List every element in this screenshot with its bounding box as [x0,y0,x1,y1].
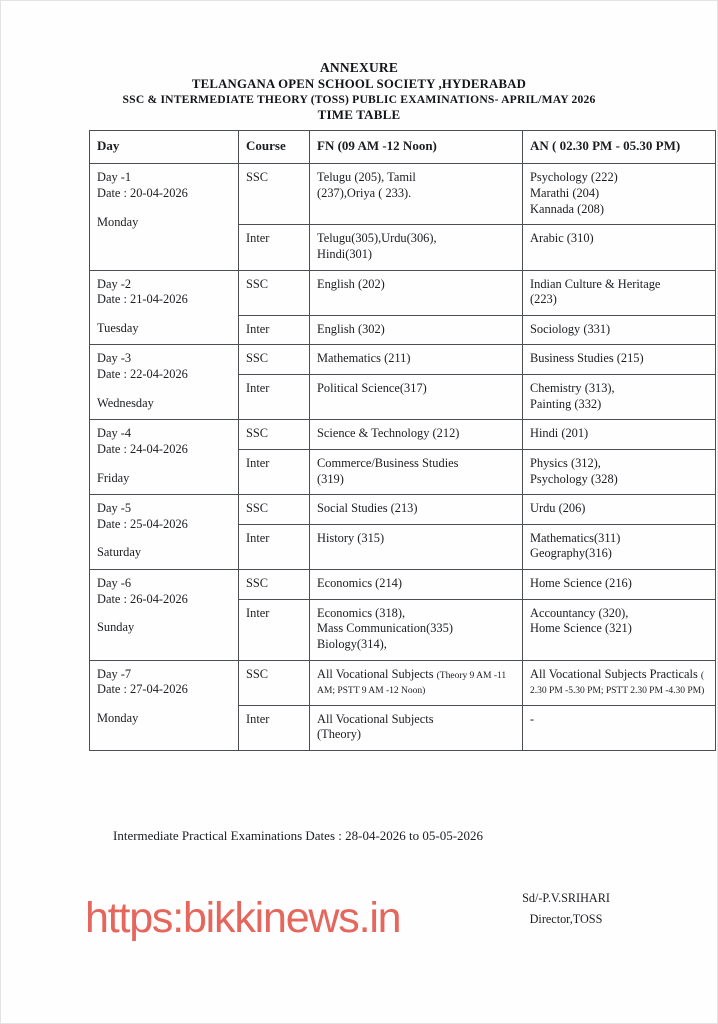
an-session-cell [523,705,716,750]
fn-session-cell [310,164,523,225]
course-cell: SSC [239,270,310,315]
an-session-cell [523,570,716,600]
fn-session-cell [310,270,523,315]
day-date: Date : 22-04-2026 [97,367,188,381]
fn-subject-timing-note: (Theory 9 AM -11 AM; PSTT 9 AM -12 Noon) [317,669,507,697]
an-session-cell [523,375,716,420]
day-label: Day -5 [97,501,132,516]
fn-session-cell [310,524,523,569]
course-cell: SSC [239,495,310,525]
fn-subject-line: Biology(314), [317,636,387,651]
fn-session-cell [310,345,523,375]
fn-subject-line: Telugu (205), Tamil [317,170,416,185]
an-subject-line: Mathematics(311) [530,530,621,545]
fn-subject-line: English (202) [317,276,385,291]
an-session-cell [523,599,716,660]
table-row [90,420,716,450]
day-cell [90,420,239,495]
an-subject-line: Painting (332) [530,396,602,411]
fn-session-cell [310,705,523,750]
an-subject-line: Indian Culture & Heritage [530,276,661,291]
an-subject-timing-note: ( 2.30 PM -5.30 PM; PSTT 2.30 PM -4.30 PM) [530,669,705,697]
column-header-day: Day [90,131,239,164]
day-label: Day -3 [97,351,132,366]
fn-session-cell [310,420,523,450]
course-cell: Inter [239,524,310,569]
site-watermark: https:bikkinews.in [85,894,401,942]
heading-society: TELANGANA OPEN SCHOOL SOCIETY ,HYDERABAD [191,77,527,92]
an-session-cell [523,315,716,345]
fn-session-cell [310,660,523,705]
an-subject-line: Accountancy (320), [530,605,629,620]
fn-session-cell [310,599,523,660]
an-subject-line: Home Science (321) [530,621,632,636]
an-subject-line: Psychology (222) [530,170,618,185]
table-row [90,270,716,315]
table-row [90,570,716,600]
an-subject-line: Physics (312), [530,455,601,470]
course-cell: SSC [239,660,310,705]
an-session-cell [523,164,716,225]
an-subject-line: Chemistry (313), [530,381,615,395]
day-weekday: Wednesday [97,395,154,410]
day-date: Date : 21-04-2026 [97,292,188,307]
signature-block [471,888,661,931]
fn-subject-line: Economics (318), [317,605,406,620]
day-weekday: Tuesday [97,320,139,335]
day-label: Day -4 [97,426,132,441]
an-session-cell [523,345,716,375]
an-subject-main: All Vocational Subjects Practicals [530,666,701,681]
day-weekday: Monday [97,710,139,725]
table-row [90,164,716,225]
heading-annexure: ANNEXURE [319,60,399,75]
time-table [89,130,716,751]
fn-subject-line: Science & Technology (212) [317,426,460,441]
fn-subject-line: (319) [317,471,344,486]
day-date: Date : 24-04-2026 [97,441,188,456]
course-cell: Inter [239,315,310,345]
fn-subject-line: All Vocational Subjects [317,711,434,726]
table-row [90,495,716,525]
an-subject-line: Urdu (206) [530,501,586,516]
fn-subject-line: Mass Communication(335) [317,621,453,636]
table-row [90,345,716,375]
fn-session-cell [310,225,523,270]
course-cell: Inter [239,225,310,270]
day-weekday: Sunday [97,620,135,635]
fn-subject-line: English (302) [317,321,385,336]
fn-subject-line: (237),Oriya ( 233). [317,186,412,200]
table-body [90,164,716,751]
course-cell: SSC [239,420,310,450]
fn-subject-line: (Theory) [317,727,362,742]
day-cell [90,270,239,345]
an-subject-line: Sociology (331) [530,321,611,336]
column-header-an: AN ( 02.30 PM - 05.30 PM) [523,131,716,164]
table-header [90,131,716,164]
course-cell: SSC [239,345,310,375]
time-table-container [89,130,715,751]
day-date: Date : 20-04-2026 [97,186,188,200]
an-subject-line: Psychology (328) [530,471,618,486]
an-subject-line: Arabic (310) [530,231,594,246]
day-cell [90,164,239,270]
fn-subject-line: Mathematics (211) [317,351,411,366]
an-session-cell [523,660,716,705]
an-subject-line: Home Science (216) [530,576,632,590]
day-label: Day -1 [97,170,132,185]
day-label: Day -2 [97,276,132,291]
day-date: Date : 25-04-2026 [97,516,188,531]
an-subject-line: Hindi (201) [530,426,589,441]
column-header-course: Course [239,131,310,164]
fn-subject-line: Economics (214) [317,576,402,590]
fn-subject-line: Telugu(305),Urdu(306), [317,231,437,246]
day-weekday: Saturday [97,545,142,560]
course-cell: Inter [239,599,310,660]
practical-exam-note: Intermediate Practical Examinations Dates : 28-04-2026 to 05-05-2026 [113,828,484,843]
day-cell [90,660,239,751]
fn-session-cell [310,495,523,525]
day-weekday: Friday [97,470,130,485]
day-cell [90,570,239,661]
day-label: Day -7 [97,666,132,681]
course-cell: Inter [239,705,310,750]
fn-subject-line: History (315) [317,530,385,545]
fn-session-cell [310,375,523,420]
heading-time-table: TIME TABLE [317,107,401,123]
signature-designation: Director,TOSS [529,912,603,927]
fn-subject-line: Commerce/Business Studies [317,455,459,470]
fn-session-cell [310,449,523,494]
an-subject-line: - [530,711,535,726]
an-session-cell [523,225,716,270]
fn-session-cell [310,315,523,345]
fn-subject-line: Hindi(301) [317,246,373,261]
fn-session-cell [310,570,523,600]
course-cell: SSC [239,164,310,225]
course-cell: Inter [239,449,310,494]
an-session-cell [523,270,716,315]
an-session-cell [523,420,716,450]
day-label: Day -6 [97,576,132,590]
day-date: Date : 27-04-2026 [97,682,188,697]
heading-examination: SSC & INTERMEDIATE THEORY (TOSS) PUBLIC EXAMINATIONS- APRIL/MAY 2026 [122,92,596,106]
an-subject-line: (223) [530,292,557,307]
signature-name: Sd/-P.V.SRIHARI [522,891,610,905]
table-row [90,660,716,705]
an-session-cell [523,449,716,494]
day-cell [90,345,239,420]
column-header-fn: FN (09 AM -12 Noon) [310,131,523,164]
fn-subject-line: Political Science(317) [317,381,427,395]
an-session-cell [523,495,716,525]
fn-subject-line: Social Studies (213) [317,501,418,516]
day-cell [90,495,239,570]
day-date: Date : 26-04-2026 [97,591,188,606]
course-cell: Inter [239,375,310,420]
document-header [1,1,717,124]
course-cell: SSC [239,570,310,600]
fn-subject-main: All Vocational Subjects [317,666,437,681]
an-subject-line: Kannada (208) [530,201,604,216]
an-subject-line: Marathi (204) [530,186,600,200]
an-session-cell [523,524,716,569]
an-subject-line: Business Studies (215) [530,351,644,366]
an-subject-line: Geography(316) [530,546,612,561]
day-weekday: Monday [97,214,139,229]
table-header-row [90,131,716,164]
